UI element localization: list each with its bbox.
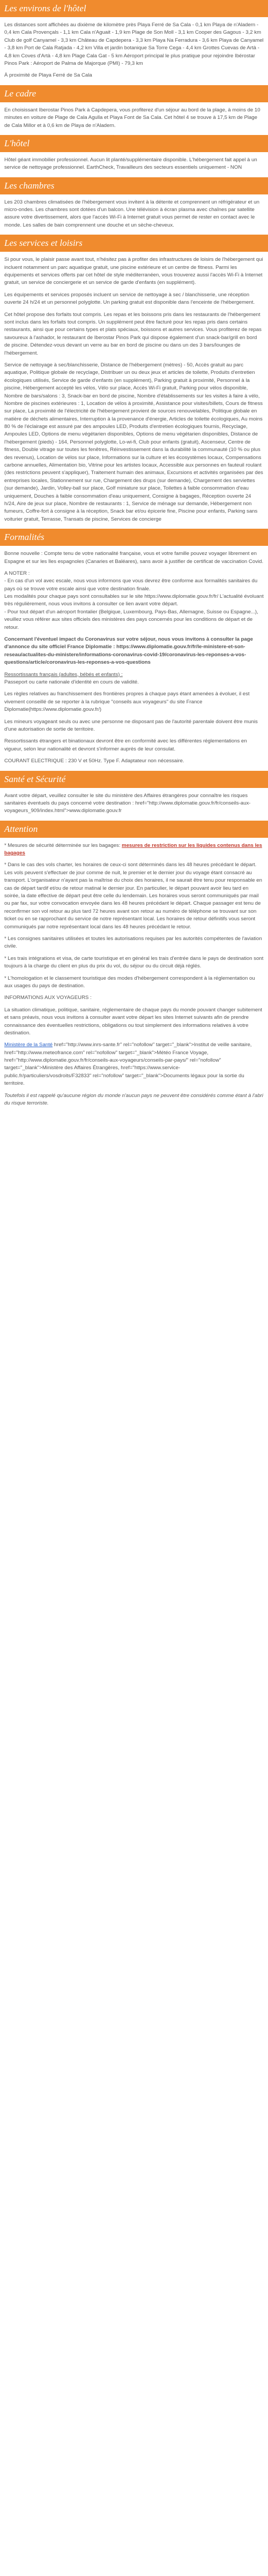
attention-consignes: * Les consignes sanitaires utilisées et toutes les autorisations requises par les autorités compétentes de l'aviation civile. (4, 935, 262, 950)
section-services (0, 235, 268, 523)
formalites-mineurs: Les mineurs voyageant seuls ou avec une personne ne disposant pas de l'autorité parentale doivent être munis d'une autorisation de sortie de territoire. (4, 718, 258, 732)
environs-proximite: À proximité de Playa Ferré de Sa Cala (4, 72, 92, 79)
attention-bagages-prefix: * Mesures de sécurité déterminée sur les bagages: (4, 842, 122, 848)
services-restauration: Cet hôtel propose des forfaits tout compris. Les repas et les boissons pris dans les restaurants de l'hébergement sont inclus dans les forfaits tout compris. Un supplément peut être facturé pour les repas pris dans certains restaurants, ainsi que pour certains types et plats spéciaux, boissons et autres services. Vous profiterez de repas savoureux à l'ashador, le restaurant de Iberostar Pinos Park qui dispose également d'un snack-bar/grill en bord de piscine. Détendez-vous devant un verre au bar en bord de piscine ou dans un des 3 bars/lounges de l'hébergement. (4, 311, 262, 356)
page (0, 0, 268, 1118)
section-body-sante (0, 792, 268, 815)
hotel-text: Hôtel géant immobilier professionnel. Aucun lit planté/supplémentaire disponible. L'hébergement fait appel à un service de nettoyage professionnel. EarthCheck, Travailleurs des secteurs essentiels uniquement - NON (4, 156, 257, 171)
liquides-restriction-link[interactable]: mesures de restriction sur les liquides contenus dans les bagages (4, 842, 262, 857)
formalites-etrangers: Ressortissants étrangers et binationaux devront être en conformité avec les différentes réglementations en vigueur, selon leur nationalité et devront s'informer auprès de leur consulat. (4, 738, 247, 752)
section-hotel (0, 135, 268, 172)
services-liste: Service de nettoyage à sec/blanchisserie, Distance de l'hébergement (mètres) - 50, Accès gratuit au parc aquatique, Politique globale de recyclage, Distribuer un ou deux jeux et articles de toilette, Produits d'entretien écologiques utilisés, Service de garde d'enfants (en supplément), Parking gratuit à proximité, Personnel à la piscine, Hébergement accepté les vélos, Vélo sur place, Accès Wi-Fi gratuit, Parking pour vélos disponible, Nombre de bars/salons : 3, Snack-bar en bord de piscine, Nombre d'établissements sur les visites à faire à vélo, Nombre de piscines extérieures : 1, Location de vélos à proximité, Assistance pour visites/billets, Cours de fitness sur place, La proximité de l'électricité de l'hébergement provient de sources renouvelables, Politique globale en matière de déchets alimentaires, Interruption à la provenance d'énergie, Articles de toilette écologiques, Au moins 80 % de l'éclairage est assuré par des ampoules LED, Produits d'entretien écologiques fournis, Recyclage, Ampoules LED, Options de menu végétarien disponibles, Options de menu végétarien disponibles, Distance de l'hébergement (pieds) - 164, Personnel polyglotte, Lo-wi-fi, Club pour enfants (gratuit), Ascenseur, Centre de fitness, Double vitrage sur toutes les fenêtres, Réinvestissement dans la durabilité la communauté (10 % ou plus des revenus), Location de vélos sur place, Informations sur la culture et les écosystèmes locaux, Compensations carbone annuelles, Alimentation bio, Vitrine pour les artistes locaux, Accessible aux personnes en fauteuil roulant (des restrictions peuvent s'appliquer), Traitement humain des animaux, Excursions et activités organisées par des entreprises locales, Stationnement sur rue, Chargement des drups (sur demande), Chargement des serviettes (sur demande), Jardin, Volley-ball sur place, Golf miniature sur place, Toilettes à faible consommation d'eau uniquement, Douches à faible consommation d'eau uniquement, Consigne à bagages, Réception ouverte 24 h/24, Aire de jeux sur place, Nombre de restaurants : 1, Service de ménage sur demande, Hébergement non fumeurs, Coffre-fort à consigne à la réception, Snack bar et/ou épicerie fine, Piscine pour enfants, Parking sans voiturier gratuit, Terrasse, Transats de piscine, Services de concierge (4, 362, 263, 522)
attention-vols-charter: * Dans le cas des vols charter, les horaires de ceux-ci sont déterminés dans les 48 heures précédant le départ. Les vols peuvent s'effectuer de jour comme de nuit, le premier et le dernier jour du voyage étant consacré au transport. L'organisateur n'ayant pas la maîtrise du choix des horaires, il ne saurait être tenu pour responsable en cas de départ tardif et/ou de retour matinal le dernier jour. En particulier, le départ pouvant avoir lieu tard en soirée, la date effective de départ peut être celle du lendemain. Les horaires vous seront communiqués par mail ou par fax, sur votre convocation envoyée dans les 48 heures précédant le départ. Chaque passager est tenu de reconfirmer son vol retour au plus tard 72 heures avant son retour au numéro de téléphone se trouvant sur son ticket ou en se rapprochant du service de notre représentant local. Les horaires de retour définitifs vous seront communiqués par notre représentant local dans les 48 heures précédant le retour. (4, 862, 262, 930)
section-title-cadre: Le cadre (0, 85, 268, 102)
formalites-ressortissants-title: Ressortissants français (adultes, bébés et enfants) : (4, 671, 123, 678)
section-environs (0, 0, 268, 80)
section-title-services: Les services et loisirs (0, 235, 268, 252)
section-title-formalites: Formalités (0, 529, 268, 546)
attention-liens-rest: href="http://www.inrs-sante.fr" rel="nofollow" target="_blank">Institut de veille sanitaire, href="http://www.meteofrance.com" rel="nofollow" target="_blank">Météo France Voyage, href="http://www.diplomatie.gouv.fr/fr/conseils-aux-voyageurs/conseils-par-pays/" rel="nofollow" target="_blank">Ministère des Affaires Étrangères, href="https://www.service-public.fr/particuliers/vosdroits/F32833" rel="nofollow" target="_blank">Documents légaux pour la sortie du territoire. (4, 1042, 252, 1087)
formalites-courant: COURANT ELECTRIQUE : 230 V et 50Hz. Type F. Adaptateur non nécessaire. (4, 758, 184, 764)
section-body-hotel (0, 156, 268, 172)
formalites-bonne-nouvelle: Bonne nouvelle : Compte tenu de votre nationalité française, vous et votre famille pouvez voyager librement en Espagne et sur les îles espagnoles (Canaries et Baléares), sans avoir à justifier de certificat de vaccination Covid. (4, 551, 264, 565)
section-sante (0, 771, 268, 815)
section-title-sante: Santé et Sécurité (0, 771, 268, 788)
formalites-escale: - En cas d'un vol avec escale, nous vous informons que vous devrez être conforme aux formalités sanitaires du pays où se trouve votre escale ainsi que votre destination finale. (4, 578, 258, 592)
chambres-text: Les 203 chambres climatisées de l'hébergement vous invitent à la détente et comprennent un réfrigérateur et un micro-ondes. Les chambres sont dotées d'un balcon. Une télévision à écran plasma avec chaînes par satellite assure votre divertissement, alors que l'accès Wi-Fi à Internet gratuit vous permet de rester en contact avec le monde. Les salles de bain comprennent une douche et un sèche-cheveux. (4, 199, 259, 228)
formalites-modalites: Les modalités pour chaque pays sont consultables sur le site https://www.diplomatie.gouv.fr/fr/ L'actualité évoluant très régulièrement, nous vous invitons à consulter ce lien avant votre départ. (4, 594, 264, 607)
section-body-environs (0, 21, 268, 80)
cadre-text: En choisissant Iberostar Pinos Park à Capdepera, vous profiterez d'un séjour au bord de la plage, à moins de 10 minutes en voiture de Plage de Cala Agulla et Playa Font de Sa Cala. Cet hôtel 4 se trouve à 17,5 km de Plage de Cala Millor et à 0,6 km de Playa de n'Aladern. (4, 107, 260, 129)
formalites-coronavirus: Concernant l'éventuel impact du Coronavirus sur votre séjour, nous vous invitons à consulter la page d'annonce du site officiel France Diplomatie : https://www.diplomatie.gouv.fr/fr/le-ministere-et-son-reseau/actualites-du-ministere/informations-coronavirus-covid-19/coronavirus-les-reponses-a-vos-questions/article/coronavirus-les-reponses-a-vos-questions (4, 636, 253, 666)
services-intro: Si pour vous, le plaisir passe avant tout, n'hésitez pas à profiter des infrastructures de loisirs de l'hébergement qui incluent notamment un parc aquatique gratuit, une piscine extérieure et un centre de fitness. Parmi les équipements et services offerts par cet hôtel de style méditerranéen, vous trouverez aussi l'accès Wi-Fi à Internet gratuit, un service de conciergerie et un service de garde d'enfants (en supplément). (4, 257, 263, 286)
formalites-ressortissants-doc: Passeport ou carte nationale d'identité en cours de validité. (4, 679, 139, 685)
attention-bagages (4, 842, 264, 858)
section-body-services (0, 256, 268, 523)
attention-homologation: * L'homologation et le classement touristique des modes d'hébergement correspondent à la réglementation ou aux usages du pays de destination. (4, 975, 255, 989)
section-attention (0, 821, 268, 1108)
attention-frais: * Les trais intégrations et visa, de carte touristique et en général les trais d'entrée dans le pays de destination sont toujours à la charge du client en plus du prix du vol, du séjour ou du circuit déjà réglés. (4, 955, 264, 970)
section-cadre (0, 85, 268, 130)
environs-distances: Les distances sont affichées au dixième de kilomètre près Playa Ferré de Sa Cala - 0,1 km Playa de n'Aladern - 0,4 km Cala Provençals - 1,1 km Cala n'Aguait - 1,9 km Plage de Son Moll - 3,1 km Cooper des Gagous - 3,2 km Club de golf Canyamel - 3,3 km Château de Capdepera - 3,3 km Playa Na Ferradura - 3,6 km Playa de Canyamel - 3,8 km Port de Cala Ratjada - 4,2 km Villa et jardin botanique Sa Torre Cega - 4,4 km Grottes Cuevas de Artà - 4,8 km Coves d'Artà - 4,8 km Plage Cala Gat - 5 km Aéroport principal le plus pratique pour rejoindre Ibérostar Pinos Park : Aéroport de Palma de Majorque (PMI) - 79,3 km (4, 22, 264, 66)
section-body-chambres (0, 199, 268, 230)
section-title-chambres: Les chambres (0, 177, 268, 194)
section-body-attention (0, 842, 268, 1108)
attention-liens (4, 1041, 264, 1087)
attention-terrorisme: Toutefois il est rappelé qu'aucune région du monde n'aucun pays ne peuvent être considérés comme étant à l'abri du risque terroriste. (4, 1092, 264, 1107)
formalites-aeroport-frontalier: - Pour tout départ d'un aéroport frontalier (Belgique, Luxembourg, Pays-Bas, Allemagne, Suisse ou Espagne...), veuillez vous référer aux sites officiels des ministères des pays concernés pour les conditions de départ et de retour. (4, 609, 258, 630)
section-body-formalites (0, 550, 268, 765)
sante-text: Avant votre départ, veuillez consulter le site du ministère des Affaires étrangères pour connaître les risques sanitaires éventuels du pays concerné votre destination : href="http://www.diplomatie.gouv.fr/fr/conseils-aux-voyageurs_909/index.html">www.diplomatie.gouv.fr (4, 792, 251, 814)
section-title-environs: Les environs de l'hôtel (0, 0, 268, 17)
section-title-hotel: L'hôtel (0, 135, 268, 152)
services-equipements: Les équipements et services proposés incluent un service de nettoyage à sec / blanchisserie, une réception ouverte 24 h/24 et un personnel polyglotte. Un parking gratuit est disponible dans l'enceinte de l'hébergement. (4, 291, 255, 306)
section-body-cadre (0, 107, 268, 130)
formalites-a-noter: A NOTER : (4, 570, 30, 576)
attention-situation: La situation climatique, politique, sanitaire, réglementaire de chaque pays du monde pouvant changer subitement et sans préavis, nous vous invitons à consulter avant votre départ les sites Internet suivants afin de prendre connaissance des éventuelles restrictions, obligations ou tout simplement des informations relatives à votre destination. (4, 1007, 263, 1036)
ministere-sante-link[interactable]: Ministère de la Santé (4, 1042, 53, 1048)
section-title-attention: Attention (0, 821, 268, 838)
bottom-spacer (0, 1113, 268, 1118)
attention-infos-voyageurs: INFORMATIONS AUX VOYAGEURS : (4, 995, 92, 1001)
formalites-regles: Les règles relatives au franchissement des frontières propres à chaque pays étant amenées à évoluer, il est vivement conseillé de se reporter à la rubrique "conseils aux voyageurs" du site France Diplomatie(https://www.diplomatie.gouv.fr/) (4, 691, 250, 713)
section-chambres (0, 177, 268, 230)
section-formalites (0, 529, 268, 765)
